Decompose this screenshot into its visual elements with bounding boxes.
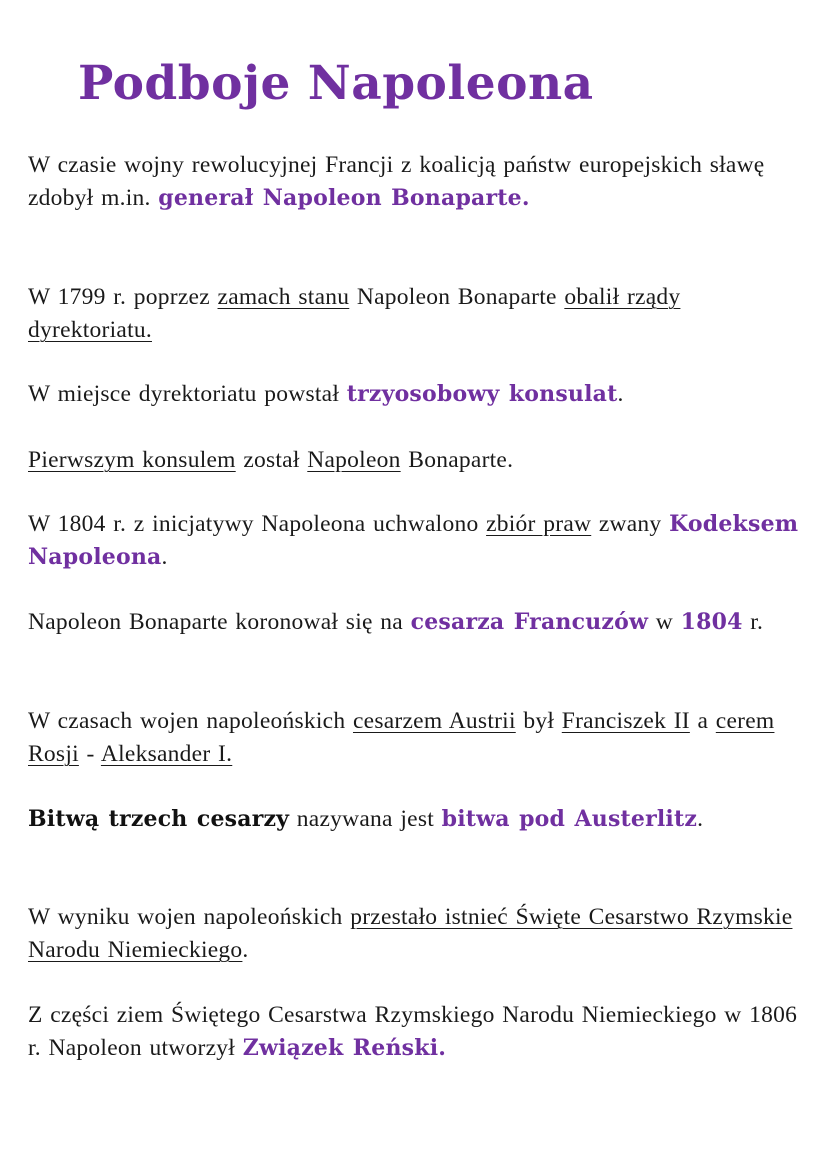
text: r. bbox=[742, 609, 764, 635]
text: . bbox=[161, 544, 168, 570]
highlight-text: Związek Reński. bbox=[242, 1035, 447, 1061]
text: W 1804 r. z inicjatywy Napoleona uchwalono bbox=[28, 511, 487, 537]
text: W czasie wojny rewolucyjnej Francji z koalicją państw europejskich sławę zdobył m.in. bbox=[28, 152, 765, 211]
text: Napoleon Bonaparte koronował się na bbox=[28, 609, 411, 635]
underlined-text: cesarzem Austrii bbox=[352, 708, 516, 734]
text: W 1799 r. poprzez bbox=[28, 284, 218, 310]
paragraph-hre-end bbox=[28, 901, 808, 967]
paragraph-austerlitz bbox=[28, 803, 808, 836]
underlined-text: przestało istnieć Święte Cesarstwo Rzymskie Narodu Niemieckiego bbox=[28, 904, 793, 963]
text: Bonaparte. bbox=[400, 447, 514, 473]
text: . bbox=[697, 806, 704, 832]
paragraph-coup-1799 bbox=[28, 281, 808, 347]
paragraph-coronation bbox=[28, 606, 808, 639]
highlight-text: 1804 bbox=[680, 609, 743, 635]
text: został bbox=[235, 447, 308, 473]
text: a bbox=[689, 708, 716, 734]
underlined-text: zamach stanu bbox=[217, 284, 350, 310]
paragraph-napoleon-fame bbox=[28, 149, 808, 215]
text: - bbox=[78, 741, 101, 767]
paragraph-emperors bbox=[28, 705, 808, 771]
underlined-text: Aleksander I. bbox=[100, 741, 233, 767]
text: . bbox=[617, 381, 624, 407]
bold-text: Bitwą trzech cesarzy bbox=[28, 806, 290, 832]
text: W wyniku wojen napoleońskich bbox=[28, 904, 351, 930]
paragraph-first-consul bbox=[28, 444, 808, 477]
text: . bbox=[242, 937, 249, 963]
text: nazywana jest bbox=[289, 806, 442, 832]
highlight-text: cesarza Francuzów bbox=[410, 609, 649, 635]
highlight-text: trzyosobowy konsulat bbox=[346, 381, 618, 407]
paragraph-rhine-confederation bbox=[28, 999, 808, 1065]
text: zwany bbox=[591, 511, 670, 537]
text: w bbox=[648, 609, 681, 635]
underlined-text: Pierwszym konsulem bbox=[28, 447, 236, 473]
underlined-text: cerem Rosji bbox=[28, 708, 775, 767]
text: Napoleon Bonaparte bbox=[349, 284, 565, 310]
paragraph-civil-code bbox=[28, 508, 808, 574]
paragraph-consulate bbox=[28, 378, 808, 411]
underlined-text: obalił rządy dyrektoriatu. bbox=[28, 284, 681, 343]
highlight-text: generał Napoleon Bonaparte. bbox=[158, 185, 530, 211]
underlined-text: zbiór praw bbox=[486, 511, 592, 537]
underlined-text: Napoleon bbox=[307, 447, 401, 473]
text: W czasach wojen napoleońskich bbox=[28, 708, 353, 734]
underlined-text: Franciszek II bbox=[561, 708, 690, 734]
text: Z części ziem Świętego Cesarstwa Rzymskiego Narodu Niemieckiego w 1806 r. Napoleon utworzył bbox=[28, 1002, 798, 1061]
text: był bbox=[515, 708, 562, 734]
text: W miejsce dyrektoriatu powstał bbox=[28, 381, 347, 407]
highlight-text: bitwa pod Austerlitz bbox=[441, 806, 698, 832]
page-title: Podboje Napoleona bbox=[78, 56, 594, 111]
highlight-text: Kodeksem Napoleona bbox=[28, 511, 799, 570]
